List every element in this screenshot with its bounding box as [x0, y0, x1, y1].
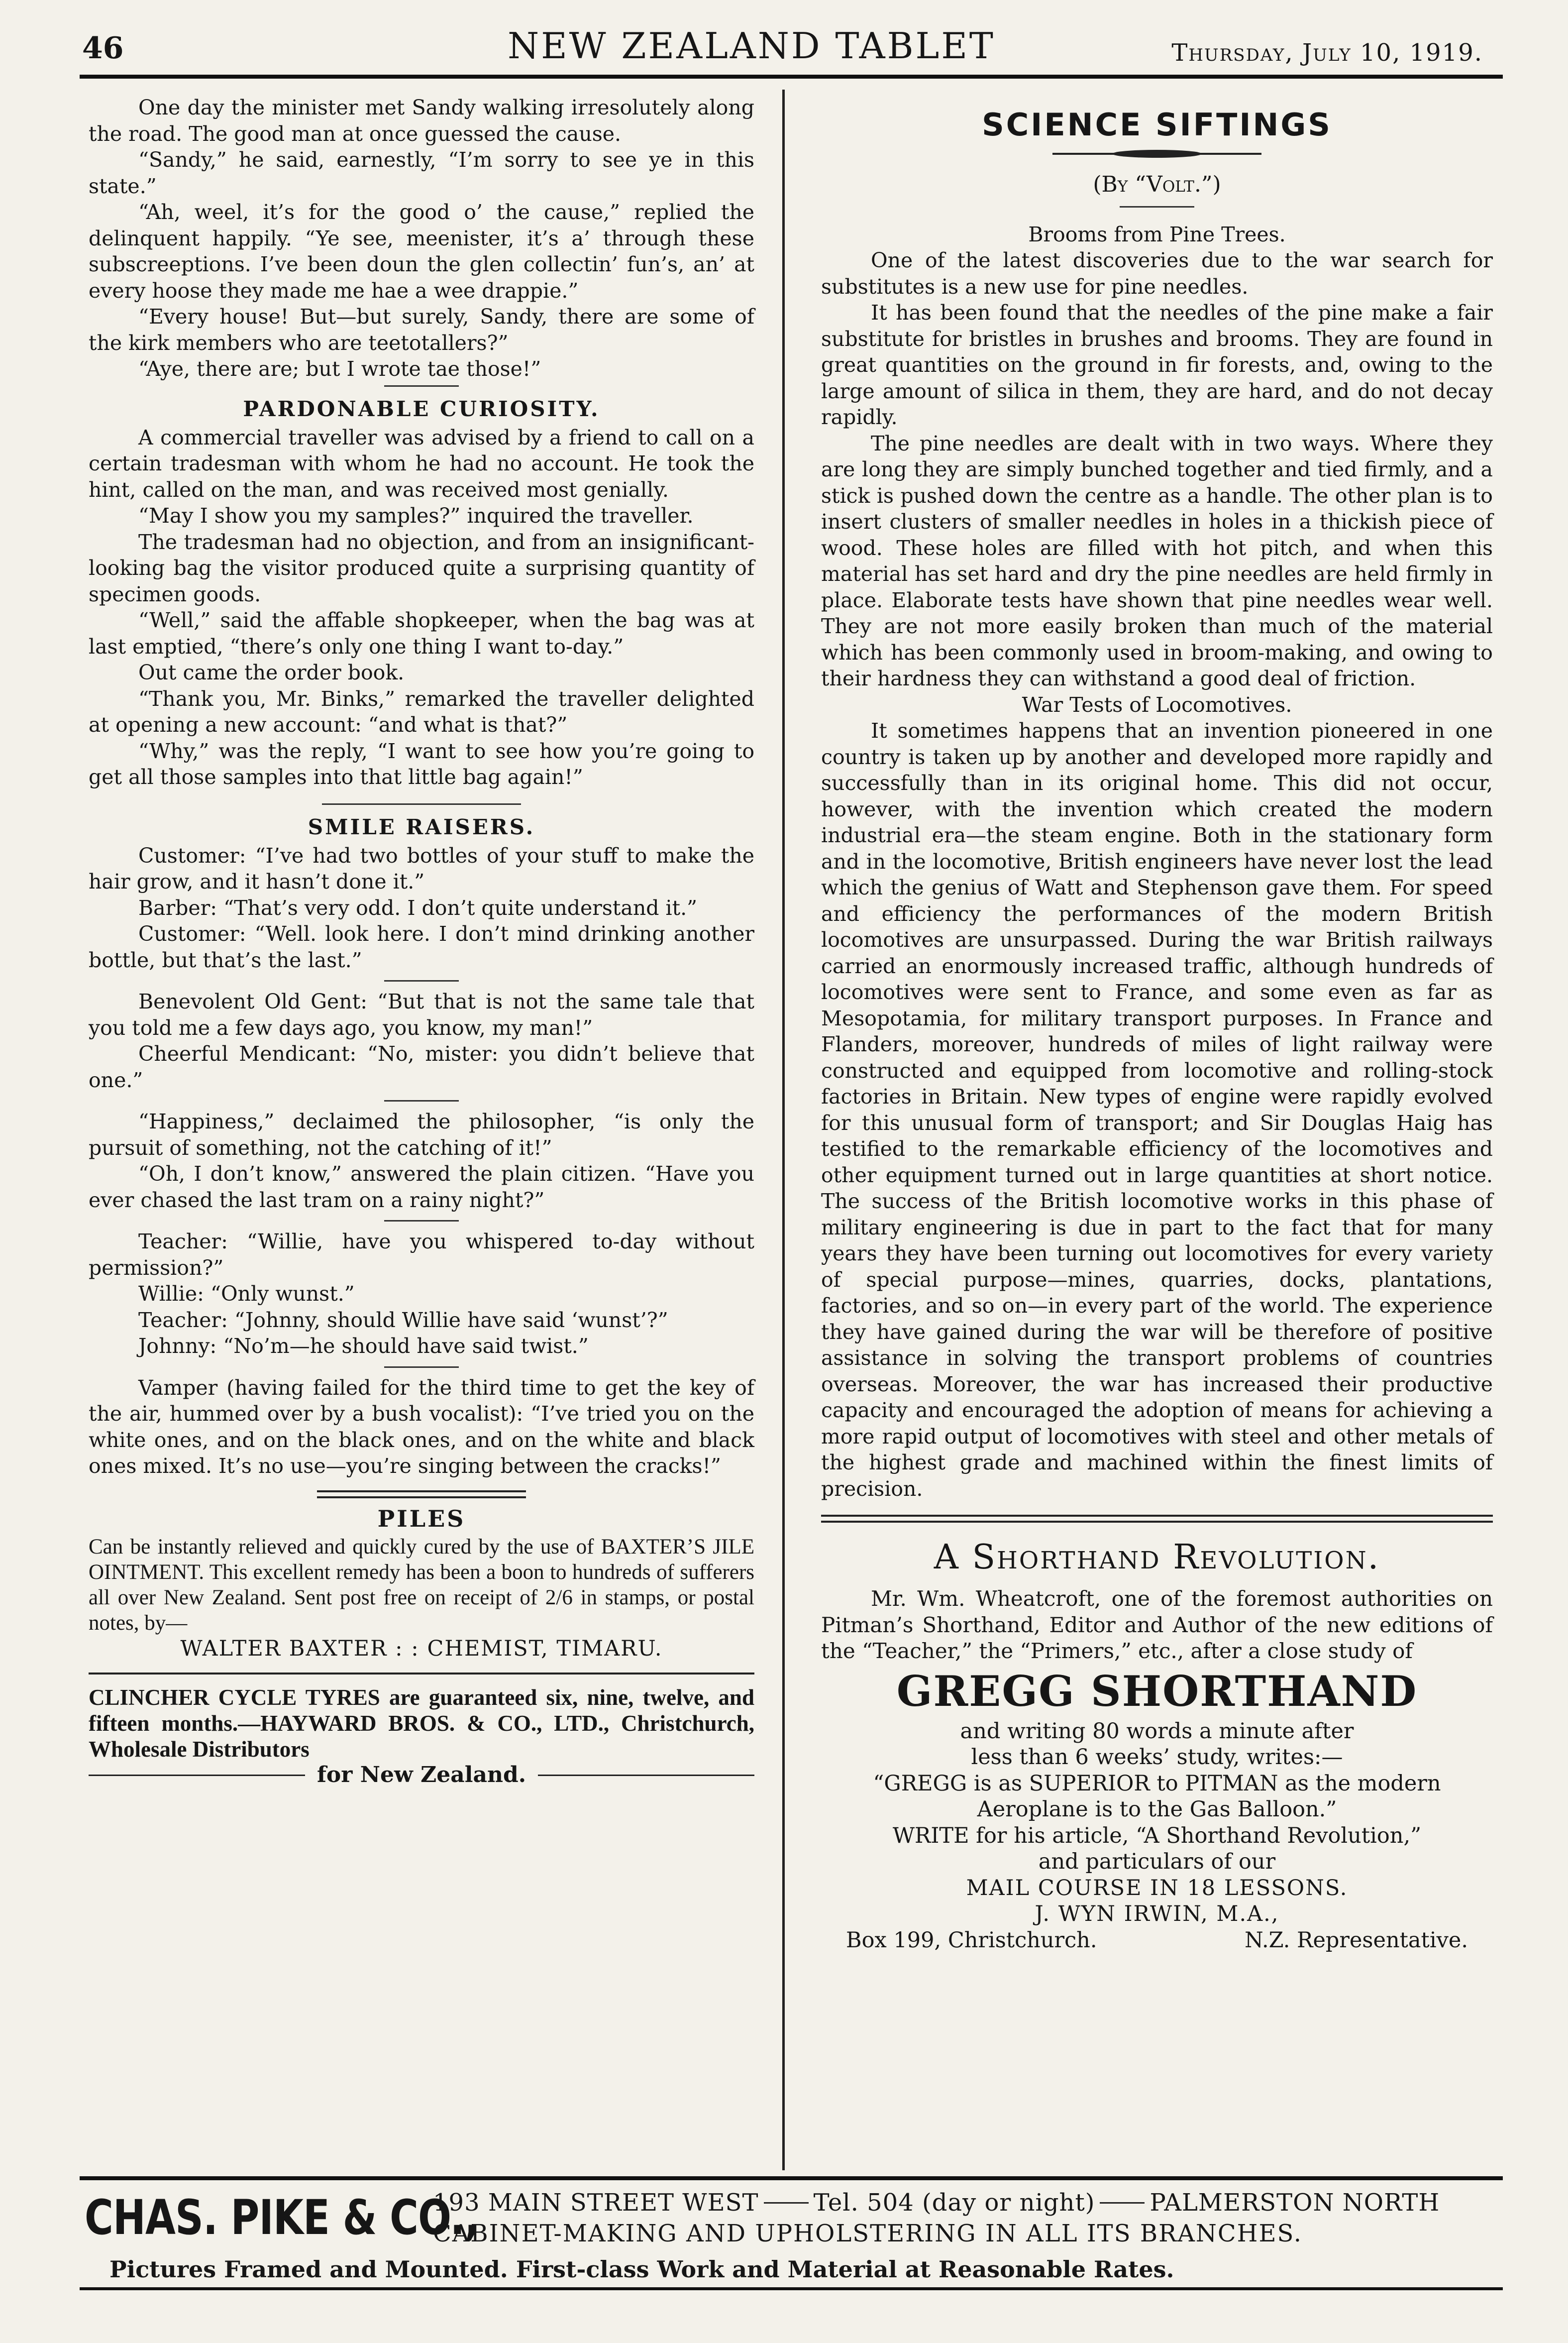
- advert-line: J. WYN IRWIN, M.A.,: [1035, 1901, 1279, 1926]
- advert-line: WRITE for his article, “A Shorthand Revolution,”: [892, 1823, 1422, 1848]
- paragraph: “Aye, there are; but I wrote tae those!”: [138, 357, 541, 381]
- advert-text: Can be instantly relieved and quickly cured by the use of BAXTER’S JILE OINTMENT. This excellent remedy has been a boon to hundreds of sufferers all over New Zealand. Sent post free on receipt of 2/6 in stamps, or postal notes, by—: [89, 1535, 754, 1635]
- advert-end-line: [89, 1762, 754, 1788]
- advert-text: Mr. Wm. Wheatcroft, one of the foremost authorities on Pitman’s Shorthand, Editor and Author of the new editions of the “Teacher,” the “Primers,” etc., after a close study of: [821, 1586, 1493, 1663]
- section-title: PARDONABLE CURIOSITY.: [243, 396, 600, 421]
- column-divider: [782, 90, 785, 2170]
- footer-rule: [80, 2176, 1503, 2180]
- page-number: 46: [82, 31, 124, 66]
- title-ornament: [1052, 148, 1261, 160]
- paragraph: The pine needles are dealt with in two ways. Where they are long they are simply bunched together and tied firmly, and a stick is pushed down the centre as a handle. The other plan is to insert clusters of smaller needles in holes in a thickish piece of wood. These holes are filled with hot pitch, and when this material has set hard and dry the pine needles are held firmly in place. Elaborate tests have shown that pine needles wear well. They are not more easily broken than much of the material which has been commonly used in broom-making, and owing to their hardness they can withstand a good deal of friction.: [821, 431, 1493, 690]
- paragraph: “Thank you, Mr. Binks,” remarked the traveller delighted at opening a new account: “and what is that?”: [89, 686, 754, 737]
- advert-line: less than 6 weeks’ study, writes:—: [971, 1745, 1343, 1770]
- subheading: Brooms from Pine Trees.: [1028, 222, 1286, 246]
- ad-divider: [821, 1515, 1493, 1523]
- divider: [1120, 206, 1194, 208]
- line-stub: [538, 1775, 754, 1776]
- advert-line: MAIL COURSE IN 18 LESSONS.: [966, 1875, 1348, 1900]
- masthead: NEW ZEALAND TABLET: [508, 25, 995, 67]
- advert-signature: WALTER BAXTER : : CHEMIST, TIMARU.: [180, 1636, 663, 1661]
- footer-town: PALMERSTON NORTH: [1150, 2189, 1440, 2217]
- footer-dash: [1100, 2202, 1145, 2204]
- footer-dash: [764, 2202, 809, 2204]
- paragraph: “Well,” said the affable shopkeeper, when the bag was at last emptied, “there’s only one thing I want to-day.”: [89, 608, 754, 659]
- footer-address: 193 MAIN STREET WEST: [433, 2189, 759, 2217]
- divider: [384, 385, 459, 387]
- paragraph: “Every house! But—but surely, Sandy, there are some of the kirk members who are teetotallers?”: [89, 305, 754, 355]
- paragraph: Willie: “Only wunst.”: [138, 1282, 355, 1306]
- divider: [384, 1366, 459, 1368]
- page-header: [0, 0, 1568, 95]
- piles-advert: [89, 1503, 754, 1662]
- advert-title: PILES: [377, 1505, 466, 1532]
- paragraph: “Why,” was the reply, “I want to see how you’re going to get all those samples into that little bag again!”: [89, 739, 754, 789]
- ad-divider: [89, 1673, 754, 1674]
- header-rule: [80, 75, 1503, 79]
- divider: [384, 1100, 459, 1102]
- paragraph: A commercial traveller was advised by a friend to call on a certain tradesman with whom he had no account. He took the hint, called on the man, and was received most genially.: [89, 425, 754, 502]
- advert-contact-line: [821, 1927, 1493, 1953]
- smile-raisers: [89, 843, 754, 1479]
- clincher-advert: [89, 1684, 754, 1788]
- paragraph: Customer: “Well. look here. I don’t mind drinking another bottle, but that’s the last.”: [89, 922, 754, 972]
- advert-box: Box 199, Christchurch.: [846, 1927, 1097, 1953]
- footer-advert: [85, 2188, 1498, 2337]
- joke: [89, 843, 754, 974]
- joke: [89, 1228, 754, 1359]
- ad-divider: [317, 1490, 526, 1498]
- paragraph: Teacher: “Willie, have you whispered to-day without permission?”: [89, 1229, 754, 1280]
- footer-phone: Tel. 504 (day or night): [813, 2189, 1095, 2217]
- footer-brand: CHAS. PIKE & CO.,: [85, 2190, 479, 2245]
- divider: [384, 1220, 459, 1222]
- divider: [384, 980, 459, 982]
- joke: [89, 1109, 754, 1213]
- left-column: [89, 95, 754, 1788]
- paragraph: Vamper (having failed for the third time to get the key of the air, hummed over by a bush vocalist): “I’ve tried you on the white ones, and on the black ones, and on the white and black ones mixed. It’s no use—you’re singing between the cracks!”: [89, 1375, 754, 1478]
- footer-line-3: Pictures Framed and Mounted. First-class Work and Material at Reasonable Rates.: [109, 2256, 1174, 2283]
- advert-title: A Shorthand Revolution.: [934, 1538, 1380, 1577]
- advert-line: “GREGG is as SUPERIOR to PITMAN as the modern: [873, 1771, 1441, 1796]
- paragraph: It has been found that the needles of the pine make a fair substitute for bristles in brushes and brooms. They are found in great quantities on the ground in fir forests, and, owing to the large amount of silica in them, they are hard, and do not decay rapidly.: [821, 301, 1493, 429]
- advert-representative: N.Z. Representative.: [1245, 1927, 1468, 1953]
- advert-end-text: for New Zealand.: [316, 1762, 526, 1787]
- advert-headline: GREGG SHORTHAND: [896, 1666, 1418, 1716]
- issue-date: Thursday, July 10, 1919.: [1171, 39, 1483, 67]
- joke: [89, 989, 754, 1093]
- paragraph: Barber: “That’s very odd. I don’t quite understand it.”: [138, 895, 698, 920]
- paragraph: The tradesman had no objection, and from an insignificant-looking bag the visitor produced quite a surprising quantity of specimen goods.: [89, 530, 754, 606]
- section-title: SMILE RAISERS.: [308, 814, 535, 839]
- paragraph: Teacher: “Johnny, should Willie have said ‘wunst’?”: [138, 1308, 668, 1332]
- paragraph: “May I show you my samples?” inquired the traveller.: [138, 504, 694, 528]
- advert-line: Aeroplane is to the Gas Balloon.”: [977, 1797, 1337, 1822]
- paragraph: “Oh, I don’t know,” answered the plain citizen. “Have you ever chased the last tram on a rainy night?”: [89, 1162, 754, 1212]
- joke: [89, 1375, 754, 1479]
- paragraph: “Ah, weel, it’s for the good o’ the cause,” replied the delinquent happily. “Ye see, meenister, it’s a’ through these subscreeptions. I’ve been doun the glen collectin’ fun’s, an’ at every hoose they made me hae a wee drappie.”: [89, 200, 754, 303]
- divider: [322, 803, 521, 805]
- sandy-story: [89, 95, 754, 382]
- paragraph: Benevolent Old Gent: “But that is not the same tale that you told me a few days ago, you know, my man!”: [89, 990, 754, 1040]
- column-title: SCIENCE SIFTINGS: [982, 107, 1332, 143]
- footer-line-1: [433, 2188, 1498, 2218]
- ornament-bulge: [1112, 150, 1202, 158]
- subheading: War Tests of Locomotives.: [1022, 692, 1292, 717]
- advert-text: CLINCHER CYCLE TYRES are guaranteed six, nine, twelve, and fifteen months.—HAYWARD BROS. & CO., LTD., Christchurch, Wholesale Distributors: [89, 1685, 754, 1762]
- footer-line-2: CABINET-MAKING AND UPHOLSTERING IN ALL ITS BRANCHES.: [433, 2220, 1302, 2247]
- byline: (By “Volt.”): [1093, 172, 1221, 197]
- paragraph: Cheerful Mendicant: “No, mister: you didn’t believe that one.”: [89, 1042, 754, 1092]
- paragraph: “Sandy,” he said, earnestly, “I’m sorry to see ye in this state.”: [89, 148, 754, 198]
- footer-bottom-rule: [80, 2287, 1503, 2290]
- advert-line: and writing 80 words a minute after: [960, 1718, 1354, 1744]
- paragraph: Customer: “I’ve had two bottles of your stuff to make the hair grow, and it hasn’t done it.”: [89, 843, 754, 893]
- shorthand-advert: [821, 1538, 1493, 1953]
- line-stub: [89, 1775, 305, 1776]
- paragraph: One of the latest discoveries due to the war search for substitutes is a new use for pine needles.: [821, 248, 1493, 299]
- paragraph: One day the minister met Sandy walking irresolutely along the road. The good man at once guessed the cause.: [89, 96, 754, 146]
- advert-line: and particulars of our: [1038, 1849, 1276, 1874]
- paragraph: Johnny: “No’m—he should have said twist.”: [138, 1334, 589, 1358]
- paragraph: “Happiness,” declaimed the philosopher, “is only the pursuit of something, not the catching of it!”: [89, 1110, 754, 1160]
- paragraph: It sometimes happens that an invention pioneered in one country is taken up by another and developed more rapidly and successfully than in its original home. This did not occur, however, with the invention which created the modern industrial era—the steam engine. Both in the stationary form and in the locomotive, British engineers have never lost the lead which the genius of Watt and Stephenson gave them. For speed and efficiency the performances of the modern British locomotives are unsurpassed. During the war British railways carried an enormously increased traffic, although hundreds of locomotives were sent to France, and some even as far as Mesopotamia, for military transport purposes. In France and Flanders, moreover, hundreds of miles of light railway were constructed and equipped from locomotive and rolling-stock factories in Britain. New types of engine were rapidly evolved for this unusual form of transport; and Sir Douglas Haig has testified to the remarkable efficiency of the locomotives and other equipment turned out in large quantities at short notice. The success of the British locomotive works in this phase of military engineering is due in part to the fact that for many years they have been turning out locomotives for every variety of special purpose—mines, quarries, docks, plantations, factories, and so on—in every part of the world. The experience they have gained during the war will be therefore of positive assistance in solving the transport problems of countries overseas. Moreover, the war has increased their productive capacity and encouraged the adoption of means for achieving a more rapid output of locomotives with steel and other metals of the highest grade and machined within the finest limits of precision.: [821, 719, 1493, 1501]
- paragraph: Out came the order book.: [138, 661, 405, 684]
- curiosity-story: [89, 425, 754, 790]
- right-column: [821, 95, 1493, 1953]
